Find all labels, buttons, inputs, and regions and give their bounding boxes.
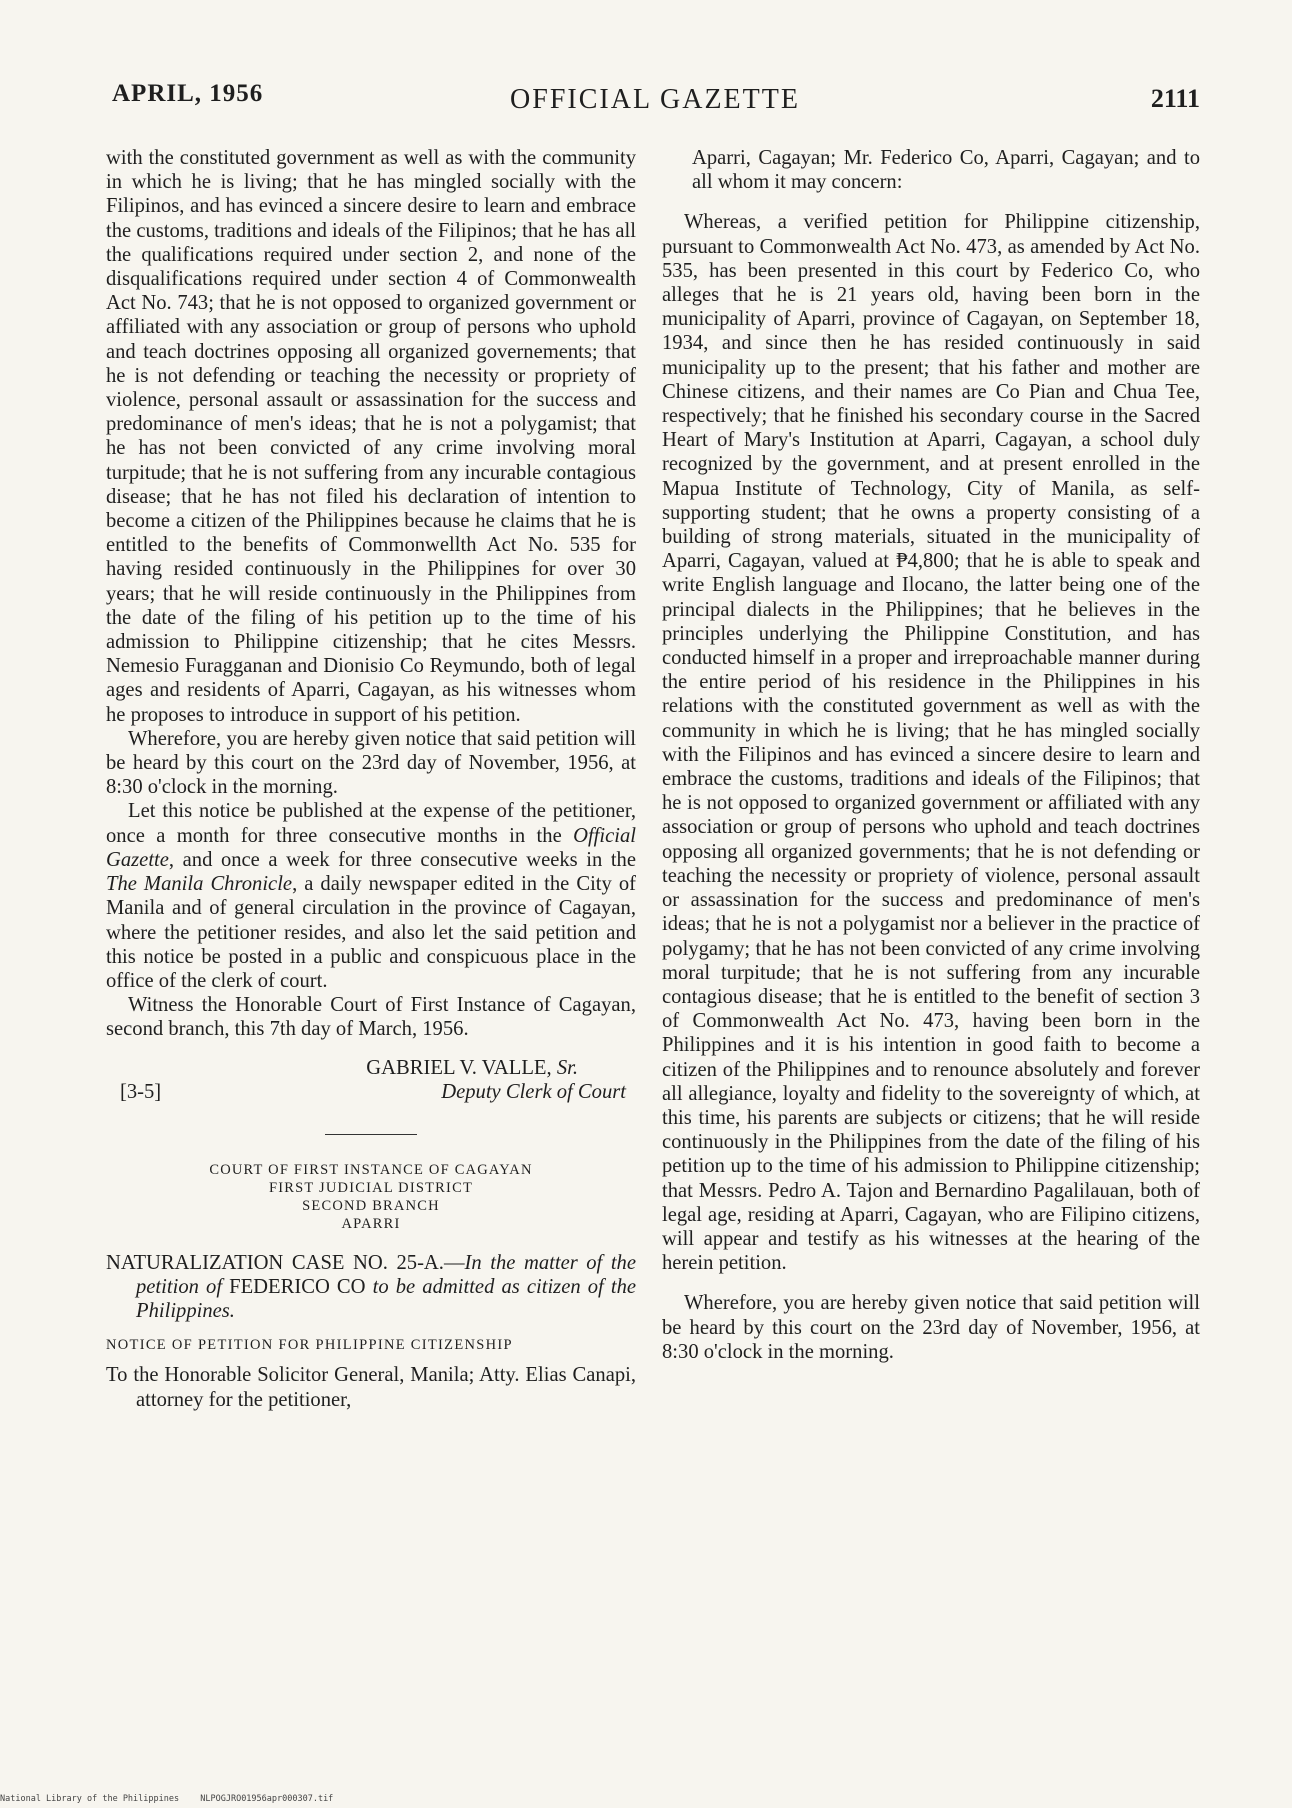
notice-title: NOTICE OF PETITION FOR PHILIPPINE CITIZENSHIP [106,1337,513,1354]
court-line-2: FIRST JUDICIAL DISTRICT [268,1179,474,1196]
signatory-name-text: GABRIEL V. VALLE, [366,1056,557,1079]
issue-reference: [3-5] [120,1080,162,1103]
wherefore-paragraph-right: Wherefore, you are hereby given notice that said petition will be heard by this court on the 23rd day of November, 1956, at 8:30 o'clock in the morning. [662,1292,1200,1363]
signatory-title: Deputy Clerk of Court [441,1080,626,1103]
publication-text-3: , a daily newspaper edited in the City of Manila and of general circulation in the province of Cagayan, where the petitioner resides, and also let the said petition and this notice be posted in a public and conspicuous place in the office of the clerk of court. [106,873,636,992]
chronicle-name: The Manila Chronicle [106,873,293,896]
gazette-name: Official Gazette [106,824,636,871]
court-heading [106,1161,636,1233]
wherefore-paragraph-left: Wherefore, you are hereby given notice that said petition will be heard by this court on the 23rd day of November, 1956, at 8:30 o'clock in the morning. [106,727,636,799]
witness-paragraph: Witness the Honorable Court of First Instance of Cagayan, second branch, this 7th day of March, 1956. [106,994,636,1041]
page-number: 2111 [1150,84,1200,113]
case-title [106,1251,636,1324]
case-petitioner: FEDERICO CO [229,1275,366,1298]
page-header [110,78,1200,118]
section-divider [325,1134,417,1135]
right-column [662,146,1200,1364]
addressee-start: To the Honorable Solicitor General, Manila; Atty. Elias Canapi, attorney for the petitioner, [106,1364,636,1411]
court-line-4: APARRI [341,1215,401,1232]
whereas-paragraph: Whereas, a verified petition for Philippine citizenship, pursuant to Commonwealth Act No. 473, as amended by Act No. 535, has been presented in this court by Federico Co, who alleges that he is 21 years old, having been born in the municipality of Aparri, province of Cagayan, on September 18, 1934, and since then he has resided continuously in said municipality up to the present; that his father and mother are Chinese citizens, and their names are Co Pian and Chua Tee, respectively; that he finished his secondary course in the Sacred Heart of Mary's Institution at Aparri, Cagayan, a school duly recognized by the government, and at present enrolled in the Mapua Institute of Technology, City of Manila, as self-supporting student; that he owns a property consisting of a building of strong materials, situated in the municipality of Aparri, Cagayan, valued at ₱4,800; that he is able to speak and write English language and Ilocano, the latter being one of the principal dialects in the Philippines; that he believes in the principles underlying the Philippine Constitution, and has conducted himself in a proper and irreproachable manner during the entire period of his residence in the Philippines in his relations with the constituted government as well as with the community in which he is living; that he has mingled socially with the Filipinos and has evinced a sincere desire to learn and embrace the customs, traditions and ideals of the Filipinos; that he is not opposed to organized government or affiliated with any association or group of persons who uphold and teach doctrines opposing all organized governments; that he is not defending or teaching the necessity or propriety of violence, personal assault or assassination for the success and predominance of men's ideas; that he is not a polygamist nor a believer in the practice of polygamy; that he has not been convicted of any crime involving moral turpitude; that he is not suffering from any incurable contagious disease; that he is entitled to the benefit of section 3 of Commonwealth Act No. 473, having been born in the Philippines and it is his intention in good faith to become a citizen of the Philippines and to renounce absolutely and forever all allegiance, loyalty and fidelity to the sovereignty of which, at this time, his parents are subjects or citizens; that he will reside continuously in the Philippines from the date of the filing of his petition up to the time of his admission to Philippine citizenship; that Messrs. Pedro A. Tajon and Bernardino Pagalilauan, both of legal age, residing at Aparri, Cagayan, who are Filipino citizens, will appear and testify as his witnesses at the hearing of the herein petition. [662,211,1200,1275]
court-line-3: SECOND BRANCH [302,1197,440,1214]
footer-file-id: NLPOGJRO01956apr000307.tif [200,1794,334,1804]
signatory-name [366,1056,578,1080]
continuation-paragraph: with the constituted government as well as with the community in which he is living; that he has mingled socially with the Filipinos, and has evinced a sincere desire to learn and embrace the customs, traditions and ideals of the Filipinos; that he has all the qualifications required under section 2, and none of the disqualifications required under section 4 of Commonwealth Act No. 743; that he is not opposed to organized government or affiliated with any association or group of persons who uphold and teach doctrines opposing all organized governements; that he is not defending or teaching the necessity or propriety of violence, personal assault or assassination for the success and predominance of men's ideas; that he is not a polygamist; that he has not been convicted of any crime involving moral turpitude; that he is not suffering from any incurable contagious disease; that he has not filed his declaration of intention to become a citizen of the Philippines because he claims that he is entitled to the benefits of Commonwellth Act No. 535 for having resided continuously in the Philippines for over 30 years; that he will reside continuously in the Philippines from the date of the filing of his petition up to the time of his admission to Philippine citizenship; that he cites Messrs. Nemesio Furagganan and Dionisio Co Reymundo, both of legal ages and residents of Aparri, Cagayan, as his witnesses whom he proposes to introduce in support of his petition. [106,147,636,726]
case-title-italic-1: In the matter of the petition of [136,1251,636,1298]
header-title: OFFICIAL GAZETTE [510,84,800,115]
publication-text-1: Let this notice be published at the expense of the petitioner, once a month for three consecutive months in the [106,800,636,847]
footer-library: National Library of the Philippines [0,1794,180,1804]
addressee-end: Aparri, Cagayan; Mr. Federico Co, Aparri, Cagayan; and to all whom it may concern: [692,147,1200,194]
case-title-italic-2: to be admitted as citizen of the Philippines. [136,1275,637,1322]
publication-paragraph [106,799,636,993]
signature-block [106,1056,636,1114]
court-line-1: COURT OF FIRST INSTANCE OF CAGAYAN [209,1161,533,1178]
scan-footer [0,1794,349,1804]
header-date: APRIL, 1956 [112,80,264,107]
publication-text-2: , and once a week for three consecutive weeks in the [168,848,636,871]
signatory-suffix: Sr. [556,1056,578,1079]
case-label: NATURALIZATION CASE NO. 25-A.— [106,1251,465,1274]
left-column [106,146,636,1412]
